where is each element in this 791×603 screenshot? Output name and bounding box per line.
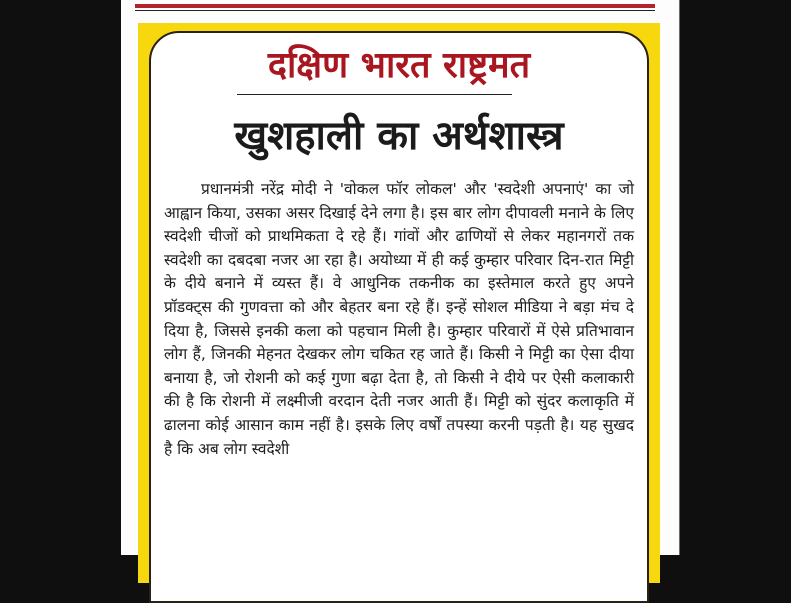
masthead-title: दक्षिण भारत राष्ट्रमत <box>267 45 531 86</box>
article-headline: खुशहाली का अर्थशास्त्र <box>234 113 564 159</box>
top-red-rule <box>135 4 655 8</box>
editorial-box <box>149 31 649 603</box>
top-dark-rule <box>135 10 655 11</box>
article-body: प्रधानमंत्री नरेंद्र मोदी ने 'वोकल फॉर लोकल' और 'स्वदेशी अपनाएं' का जो आह्वान किया, उसका असर दिखाई देने लगा है। इस बार लोग दीपावली मनाने के लिए स्वदेशी चीजों को प्राथमिकता दे रहे हैं। गांवों और ढाणियों से लेकर महानगरों तक स्वदेशी का दबदबा नजर आ रहा है। अयोध्या में ही कई कुम्हार परिवार दिन-रात मिट्टी के दीये बनाने में व्यस्त हैं। वे आधुनिक तकनीक का इस्तेमाल करते हुए अपने प्रॉडक्ट्स की गुणवत्ता को और बेहतर बना रहे हैं। इन्हें सोशल मीडिया ने बड़ा मंच दे दिया है, जिससे इनकी कला को पहचान मिली है। कुम्हार परिवारों में ऐसे प्रतिभावान लोग हैं, जिनकी मेहनत देखकर लोग चकित रह जाते हैं। किसी ने मिट्टी का ऐसा दीया बनाया है, जो रोशनी को कई गुणा बढ़ा देता है, तो किसी ने दीये पर ऐसी कलाकारी की है कि रोशनी में लक्ष्मीजी वरदान देती नजर आती हैं। मिट्टी को सुंदर कलाकृति में ढालना कोई आसान काम नहीं है। इसके लिए वर्षों तपस्या करनी पड़ती है। यह सुखद है कि अब लोग स्वदेशी <box>164 180 634 458</box>
masthead-divider <box>237 94 512 95</box>
newspaper-page <box>121 0 680 555</box>
editorial-frame <box>138 23 660 583</box>
